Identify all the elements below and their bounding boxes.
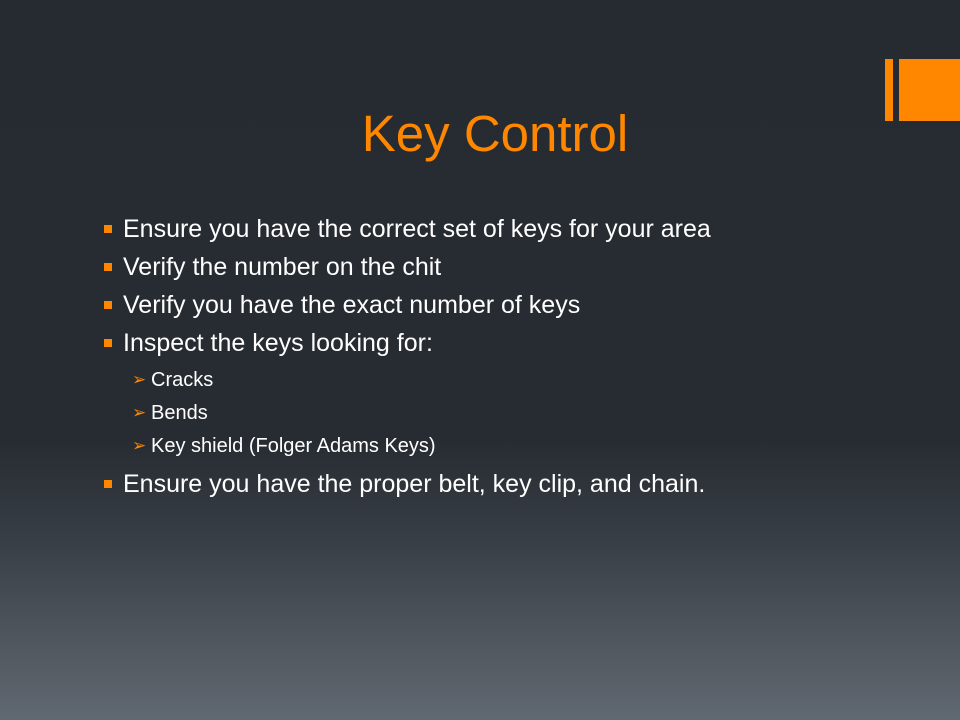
sub-bullet-item [104,397,924,430]
sub-bullet-item [104,364,924,397]
square-bullet-icon [104,339,112,347]
bullet-item [104,210,924,248]
sub-bullet-text: Bends [151,402,208,424]
square-bullet-icon [104,225,112,233]
arrow-bullet-icon: ➢ [132,436,147,456]
square-bullet-icon [104,301,112,309]
bullet-text: Ensure you have the correct set of keys for your area [123,215,711,243]
bullet-text: Inspect the keys looking for: [123,329,433,357]
bullet-list [104,210,924,503]
bullet-item [104,248,924,286]
sub-bullet-text: Key shield (Folger Adams Keys) [151,435,436,457]
square-bullet-icon [104,263,112,271]
sub-bullet-text: Cracks [151,369,214,391]
bullet-item [104,465,924,503]
sub-bullet-item [104,430,924,463]
bullet-item [104,324,924,362]
arrow-bullet-icon: ➢ [132,370,147,390]
bullet-item [104,286,924,324]
square-bullet-icon [104,480,112,488]
bullet-text: Ensure you have the proper belt, key clip, and chain. [123,470,706,498]
arrow-bullet-icon: ➢ [132,403,147,423]
bullet-text: Verify the number on the chit [123,253,442,281]
bullet-text: Verify you have the exact number of keys [123,291,581,319]
slide-title: Key Control [361,105,629,162]
